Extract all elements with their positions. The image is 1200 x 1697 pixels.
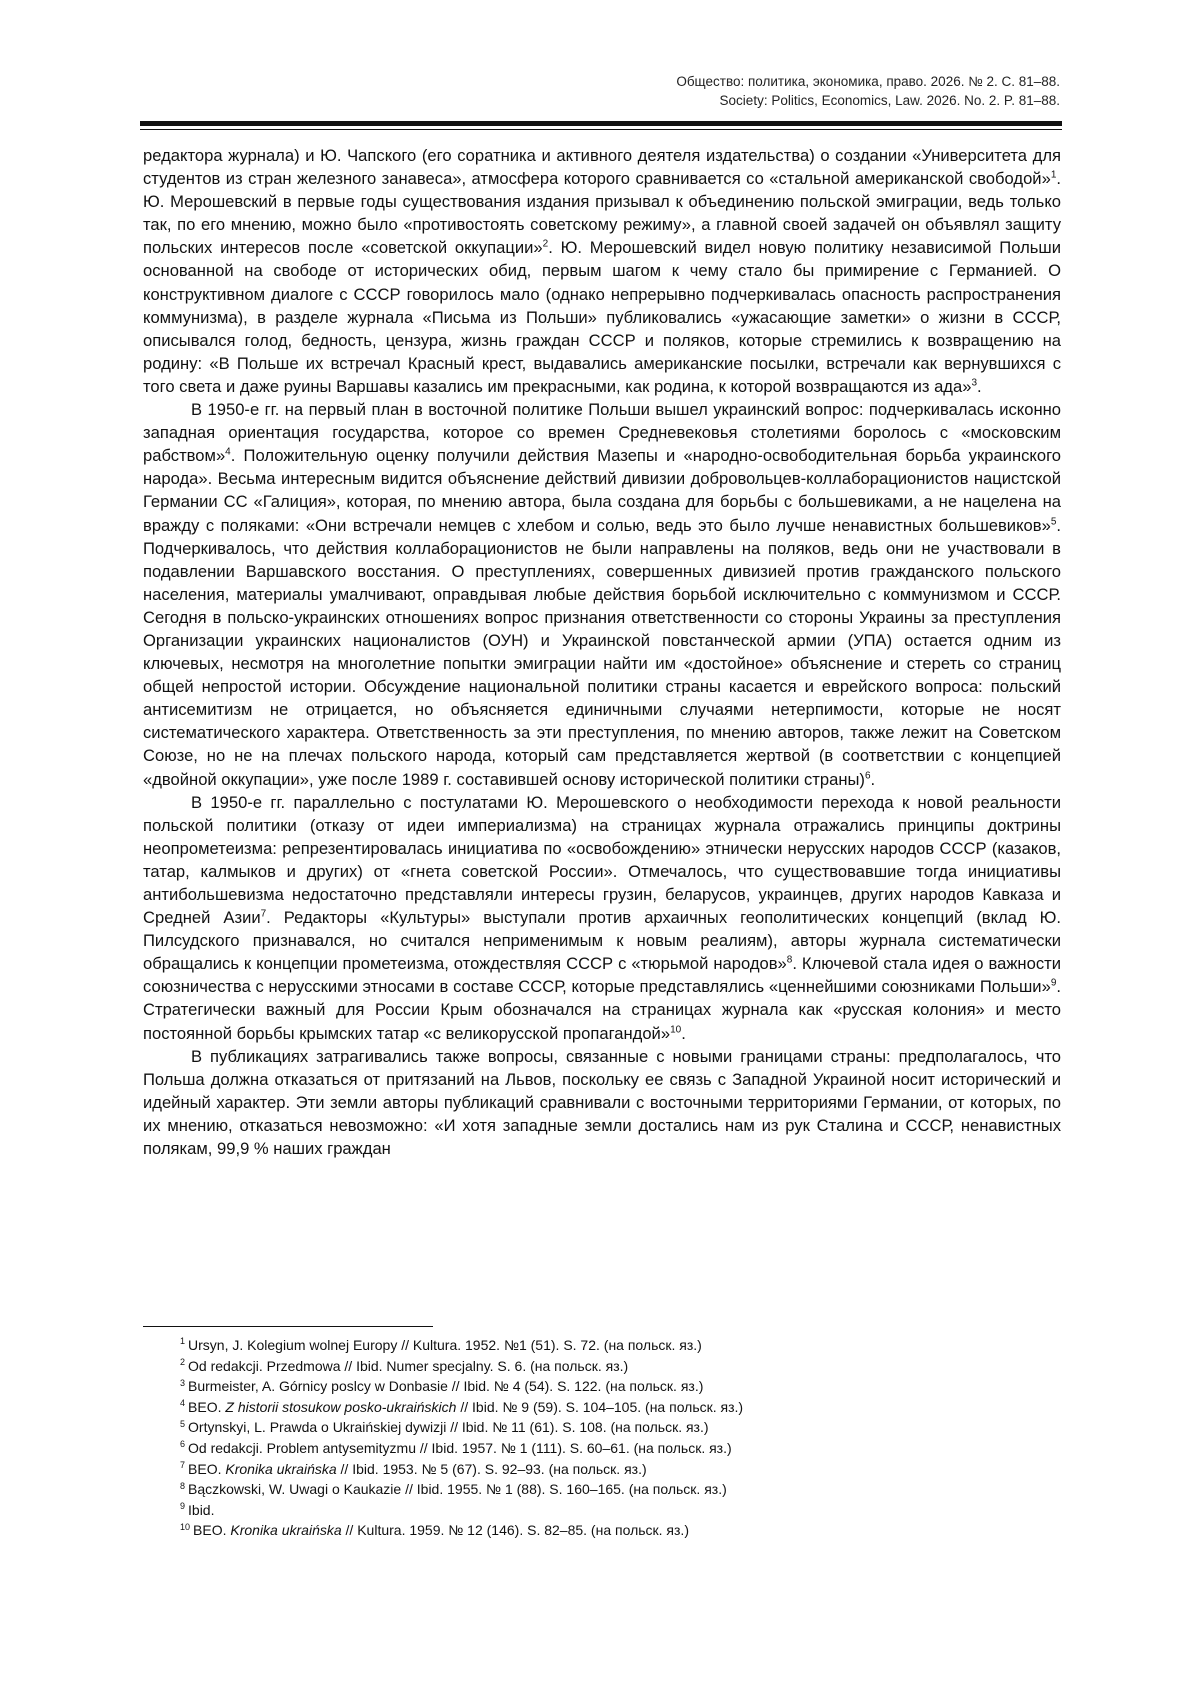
footnote-ref-9[interactable]: 9 <box>1050 977 1057 989</box>
paragraph-1: редактора журнала) и Ю. Чапского (его соратника и активного деятеля издательства) о создании «Университета для студентов из стран железного занавеса», атмосфера которого сравнивается со «стальной американской свободой»$^1$. Ю. Мерошевский в первые годы существования издания призывал к объединению польской эмиграции, ведь только так, по его мнению, можно было «противостоять советскому режиму», а главной своей задачей он объявлял защиту польских интересов после «советской оккупации»$^2$. Ю. Мерошевский видел новую политику независимой Польши основанной на свободе от исторических обид, первым шагом к чему стало бы примирение с Германией. О конструктивном диалоге с СССР говорилось мало (однако непрерывно подчеркивалась опасность распространения коммунизма), в разделе журнала «Письма из Польши» публиковались «ужасающие заметки» о жизни в СССР, описывался голод, бедность, цензура, жизнь граждан СССР и поляков, которые стремились к возвращению на родину: «В Польше их встречал Красный крест, выдавались американские посылки, встречали как вернувшихся с того света и даже руины Варшавы казались им прекрасными, как родина, к которой возвращаются из ада»$^3$. <box>143 146 1062 396</box>
footnote-item: $^9$ Ibid. <box>180 1501 215 1518</box>
header-line-ru: Общество: политика, экономика, право. 2026. № 2. С. 81–88. <box>676 74 1060 89</box>
footnote-item: $^4$ BEO. Z historii stosukow posko-ukraińskich // Ibid. № 9 (59). S. 104–105. (на польск. яз.) <box>180 1398 744 1415</box>
footnote-ref-4[interactable]: 4 <box>225 446 231 458</box>
footnote-item: $^8$ Bączkowski, W. Uwagi o Kaukazie // Ibid. 1955. № 1 (88). S. 160–165. (на польск. яз.) <box>180 1480 727 1498</box>
footnote-item: $^3$ Burmeister, A. Górnicy poslcy w Donbasie // Ibid. № 4 (54). S. 122. (на польск. яз.) <box>180 1377 704 1395</box>
footnote-item: $^5$ Ortynskyi, L. Prawda o Ukraińskiej dywizji // Ibid. № 11 (61). S. 108. (на польск. яз.) <box>180 1418 709 1436</box>
running-header <box>676 72 1060 110</box>
paragraph-3: В 1950-е гг. параллельно с постулатами Ю. Мерошевского о необходимости перехода к новой реальности польской политики (отказу от идеи империализма) на страницах журнала отражались принципы доктрины неопрометеизма: репрезентировалась инициатива по «освобождению» этнически нерусских народов СССР (казаков, татар, калмыков и других) от «гнета советской России». Отмечалось, что существовавшие тогда инициативы антибольшевизма недостаточно представляли интересы грузин, беларусов, украинцев, других народов Кавказа и Средней Азии$^7$. Редакторы «Культуры» выступали против архаичных геополитических концепций (вклад Ю. Пилсудского признавался, но считался неприменимым к новым реалиям), авторы журнала систематически обращались к концепции прометеизма, отождествляя СССР с «тюрьмой народов»$^8$. Ключевой стала идея о важности союзничества с нерусскими этносами в составе СССР, которые представлялись «ценнейшими союзниками Польши»$^9$. Стратегически важный для России Крым обозначался на страницах журнала как «русская колония» и место постоянной борьбы крымских татар «с великорусской пропагандой»$^{10}$. <box>143 792 1061 1043</box>
article-body <box>143 144 1061 1160</box>
footnote-ref-10[interactable]: 10 <box>670 1024 682 1036</box>
paragraph-2: В 1950-е гг. на первый план в восточной политике Польши вышел украинский вопрос: подчеркивалась исконно западная ориентация государства, которое со времен Средневековья столетиями боролось с «московским рабством»$^4$. Положительную оценку получили действия Мазепы и «народно-освободительная борьба украинского народа». Весьма интересным видится объяснение действий дивизии добровольцев-коллаборационистов нацистской Германии СС «Галиция», которая, по мнению автора, была создана для борьбы с большевиками, а не нацелена на вражду с поляками: «Они встречали немцев с хлебом и солью, ведь это было лучше ненавистных большевиков»$^5$. Подчеркивалось, что действия коллаборационистов не были направлены на поляков, ведь они не участвовали в подавлении Варшавского восстания. О преступлениях, совершенных дивизией против гражданского польского населения, материалы умалчивают, оправдывая любые действия борьбой исключительно с коммунизмом и СССР. Сегодня в польско-украинских отношениях вопрос признания ответственности со стороны Украины за преступления Организации украинских националистов (ОУН) и Украинской повстанческой армии (УПА) остается одним из ключевых, несмотря на многолетние попытки эмиграции найти им «достойное» объяснение и стереть со страниц общей непростой истории. Обсуждение национальной политики страны касается и еврейского вопроса: польский антисемитизм не отрицается, но объясняется единичными случаями нетерпимости, которые не носят систематического характера. Ответственность за эти преступления, по мнению авторов, также лежит на Советском Союзе, но не на плечах польского народа, который сам представляется жертвой (в соответствии с концепцией «двойной оккупации», уже после 1989 г. составившей основу исторической политики страны)$^6$. <box>143 400 1061 789</box>
header-rule-thin <box>140 129 1062 130</box>
footnote-ref-3[interactable]: 3 <box>971 377 978 389</box>
footnote-separator <box>143 1326 433 1327</box>
footnote-item: $^2$ Od redakcji. Przedmowa // Ibid. Numer specjalny. S. 6. (на польск. яз.) <box>180 1356 629 1374</box>
footnote-ref-5[interactable]: 5 <box>1050 515 1057 527</box>
footnote-ref-7[interactable]: 7 <box>260 908 267 920</box>
footnote-item: $^7$ BEO. Kronika ukraińska // Ibid. 1953. № 5 (67). S. 92–93. (на польск. яз.) <box>180 1459 647 1477</box>
footnote-ref-8[interactable]: 8 <box>786 954 793 966</box>
footnote-item: $^1$ Ursyn, J. Kolegium wolnej Europy // Kultura. 1952. №1 (51). S. 72. (на польск. яз.) <box>180 1336 702 1353</box>
header-line-en: Society: Politics, Economics, Law. 2026. No. 2. P. 81–88. <box>719 93 1060 108</box>
footnote-item: $^{10}$ BEO. Kronika ukraińska // Kultura. 1959. № 12 (146). S. 82–85. (на польск. яз.) <box>180 1521 689 1539</box>
header-rule-thick <box>140 121 1062 126</box>
footnote-item: $^6$ Od redakcji. Problem antysemityzmu // Ibid. 1957. № 1 (111). S. 60–61. (на польск. яз.) <box>180 1439 732 1456</box>
footnote-ref-2[interactable]: 2 <box>542 238 549 250</box>
footnote-ref-6[interactable]: 6 <box>864 770 871 781</box>
paragraph-4: В публикациях затрагивались также вопросы, связанные с новыми границами страны: предполагалось, что Польша должна отказаться от притязаний на Львов, поскольку ее связь с Западной Украиной носит исторический и идейный характер. Эти земли авторы публикаций сравнивали с восточными территориями Германии, от которых, по их мнению, отказаться невозможно: «И хотя западные земли достались нам из рук Сталина и СССР, ненавистных полякам, 99,9 % наших граждан <box>143 1046 1061 1159</box>
footnotes <box>180 1335 1060 1541</box>
footnote-ref-1[interactable]: 1 <box>1050 169 1057 181</box>
